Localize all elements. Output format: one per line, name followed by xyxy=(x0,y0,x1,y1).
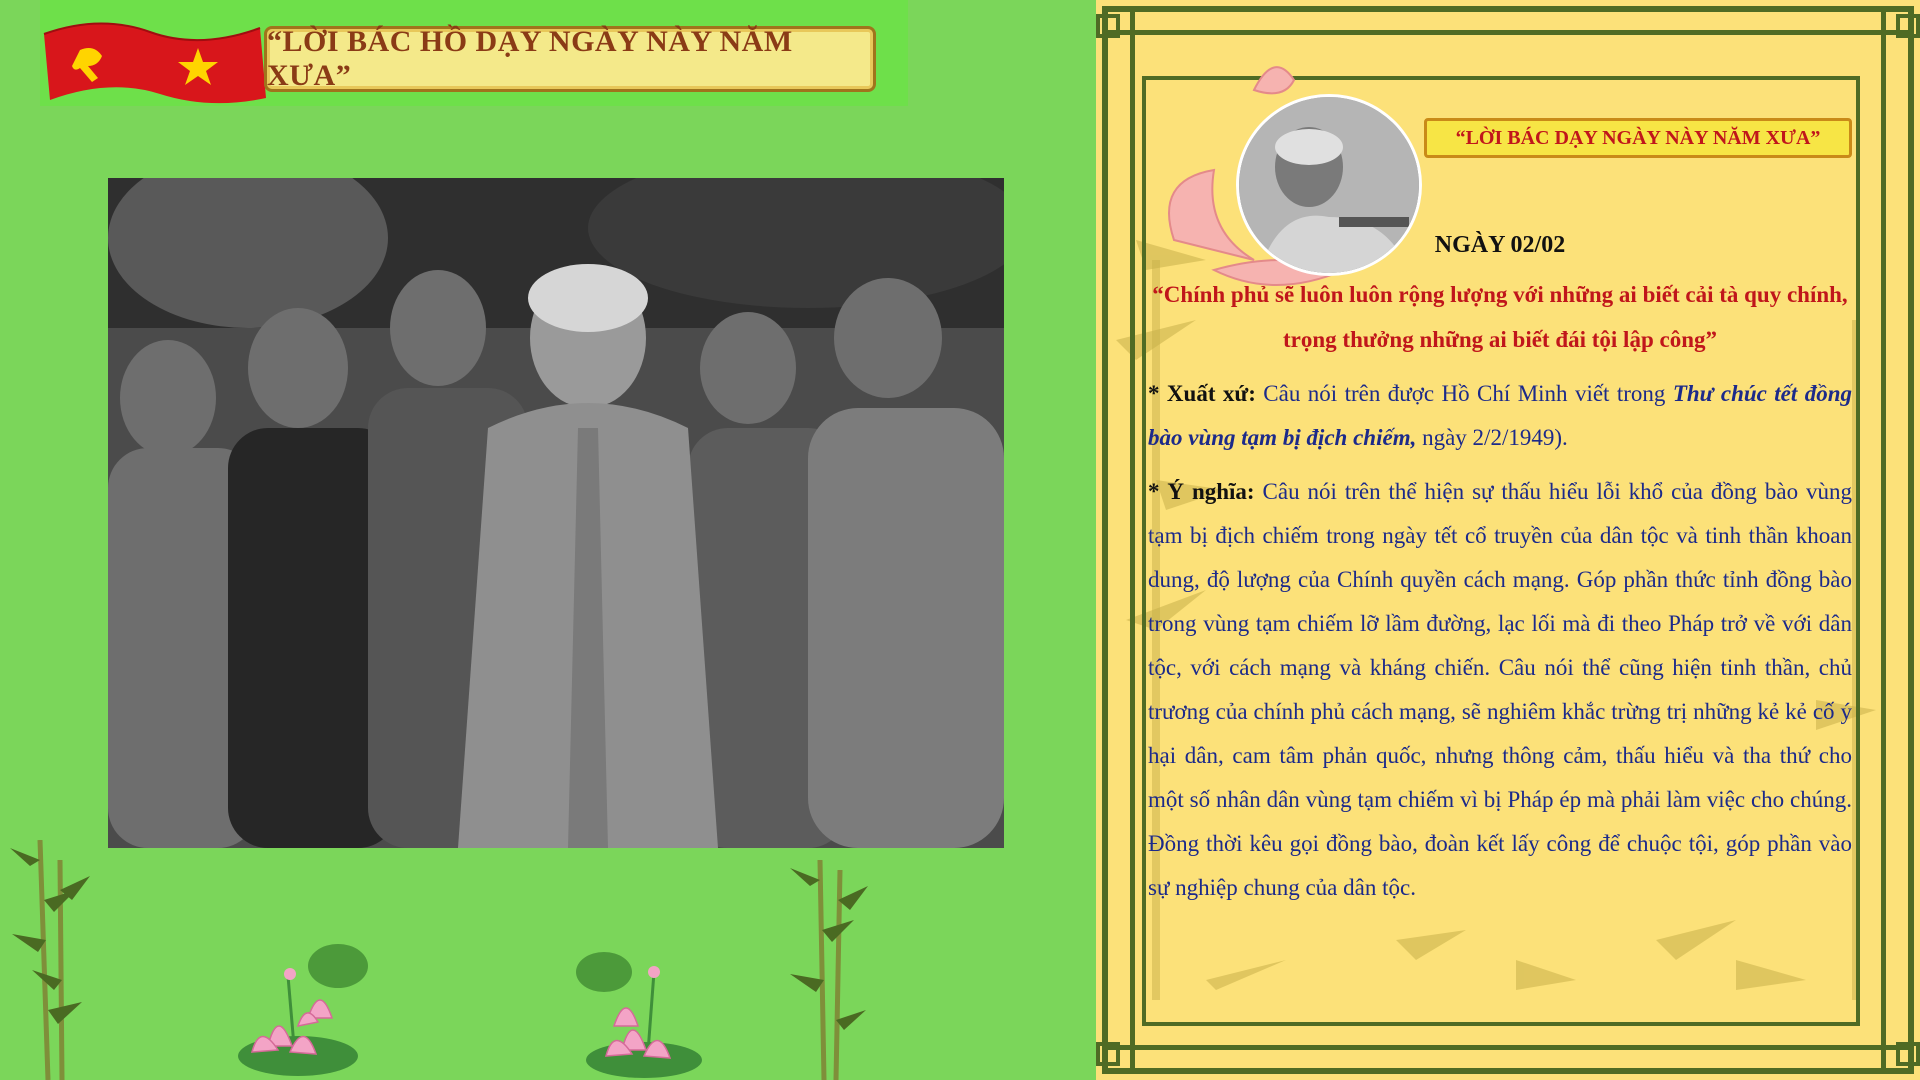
header-banner xyxy=(40,0,908,106)
portrait-lotus-frame xyxy=(1144,60,1404,290)
date-heading: NGÀY 02/02 xyxy=(1434,232,1566,258)
frame-divider xyxy=(1881,10,1886,1070)
portrait-photo xyxy=(1236,94,1422,276)
origin-paragraph xyxy=(1148,372,1852,460)
meaning-paragraph xyxy=(1148,470,1852,910)
frame-divider xyxy=(1106,30,1910,35)
frame-corner xyxy=(1896,1042,1920,1066)
historical-photo xyxy=(108,178,1004,848)
lotus-icon xyxy=(228,936,368,1080)
bamboo-icon xyxy=(780,860,880,1080)
meaning-label: * Ý nghĩa: xyxy=(1148,479,1255,504)
frame-divider xyxy=(1106,1045,1910,1050)
origin-label: * Xuất xứ: xyxy=(1148,381,1256,406)
left-title-scroll xyxy=(264,26,876,92)
flag-icon xyxy=(40,14,268,104)
frame-corner xyxy=(1896,14,1920,38)
frame-corner xyxy=(1096,14,1120,38)
quote-text: “Chính phủ sẽ luôn luôn rộng lượng với những ai biết cải tà quy chính, trọng thưởng những ai biết đái tội lập công” xyxy=(1152,282,1848,352)
right-title-scroll xyxy=(1424,118,1852,158)
origin-work-title: Thư chúc tết đồng bào vùng tạm bị địch chiếm, xyxy=(1148,381,1852,450)
frame-divider xyxy=(1130,10,1135,1070)
frame-corner xyxy=(1096,1042,1120,1066)
origin-text-before: Câu nói trên được Hồ Chí Minh viết trong xyxy=(1255,381,1673,406)
right-title: “LỜI BÁC DẠY NGÀY NÀY NĂM XƯA” xyxy=(1455,126,1821,149)
meaning-text: Câu nói trên thể hiện sự thấu hiểu lỗi khổ của đồng bào vùng tạm bị địch chiếm trong ngày tết cổ truyền của dân tộc và tinh thần khoan dung, độ lượng của Chính quyền cách mạng. Góp phần thức tỉnh đồng bào trong vùng tạm chiếm lỡ lầm đường, lạc lối mà đi theo Pháp trở về với dân tộc, với cách mạng và kháng chiến. Câu nói thể cũng hiện tinh thần, chủ trương của chính phủ cách mạng, sẽ nghiêm khắc trừng trị những kẻ kẻ cố ý hại dân, cam tâm phản quốc, nhưng thông cảm, thấu hiểu và tha thứ cho một số nhân dân vùng tạm chiếm vì bị Pháp ép mà phải làm việc cho chúng. Đồng thời kêu gọi đồng bào, đoàn kết lấy công để chuộc tội, góp phần vào sự nghiệp chung của dân tộc. xyxy=(1148,479,1852,900)
lotus-icon xyxy=(574,942,714,1080)
bamboo-icon xyxy=(0,840,100,1080)
origin-text-after: ngày 2/2/1949). xyxy=(1416,425,1568,450)
left-title: “LỜI BÁC HỒ DẠY NGÀY NÀY NĂM XƯA” xyxy=(267,25,793,92)
